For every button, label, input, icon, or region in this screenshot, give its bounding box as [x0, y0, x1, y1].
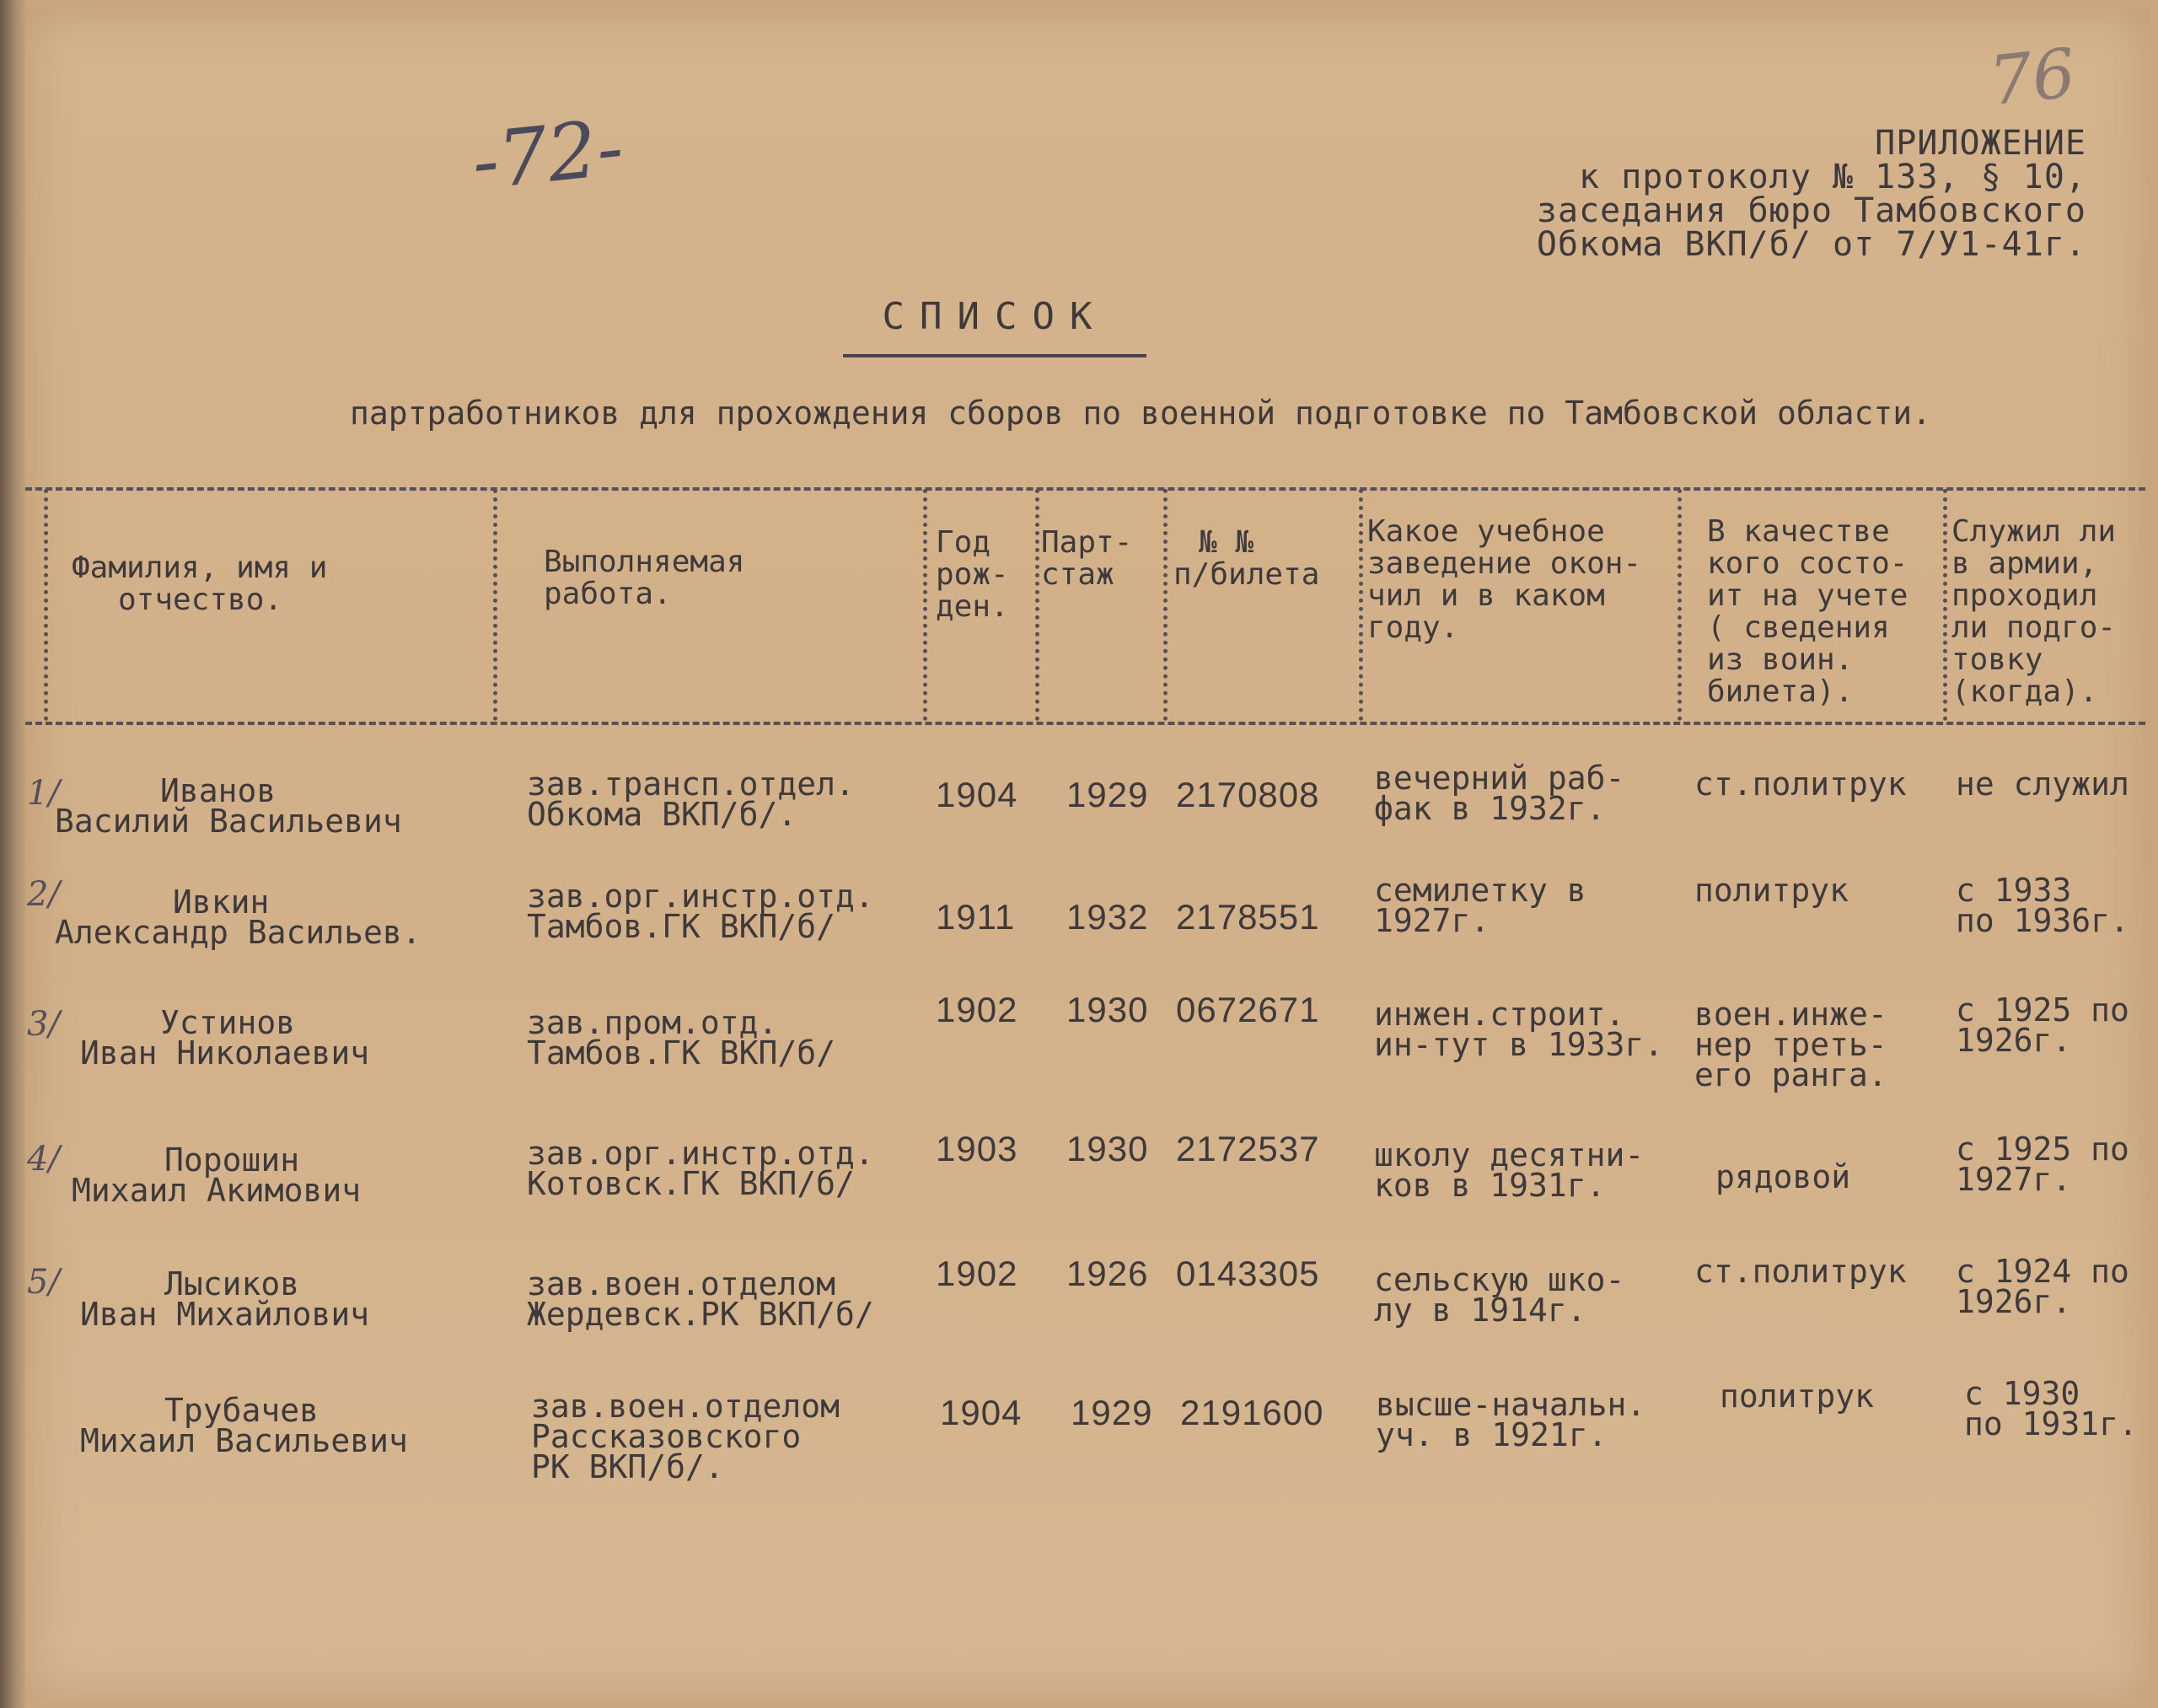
table-row-service: с 1925 по 1926г. [1956, 991, 2129, 1059]
table-row-military: политрук [1694, 872, 1849, 909]
header-military-registration: В качестве кого состо- ит на учете ( сведения из воин. билета). [1707, 514, 1908, 709]
table-row-work: зав.трансп.отдел. Обкома ВКП/б/. [527, 765, 855, 833]
table-row-party-card: 2191600 [1180, 1393, 1324, 1432]
table-row-work: зав.воен.отделом Жердевск.РК ВКП/б/ [527, 1265, 874, 1333]
column-divider [493, 489, 497, 721]
column-divider [1359, 489, 1363, 721]
row-number-mark: 3/ [27, 1005, 60, 1044]
header-army-service: Служил ли в армии, проходил ли подго- товку (когда). [1951, 514, 2117, 709]
header-education: Какое учебное заведение окон- чил и в каком году. [1367, 514, 1642, 645]
appendix-line: Обкома ВКП/б/ от 7/У1-41г. [1536, 225, 2086, 264]
row-number-mark: 1/ [27, 774, 60, 813]
appendix-line: к протоколу № 133, § 10, [1579, 158, 2086, 196]
table-row-service: не служил [1956, 765, 2129, 803]
document-title: СПИСОК [882, 295, 1108, 338]
header-birth-year: Год рож- ден. [936, 525, 1009, 624]
table-row-party-tenure: 1929 [1066, 775, 1149, 814]
table-row-party-card: 0143305 [1176, 1254, 1320, 1293]
table-row-birth-year: 1904 [940, 1393, 1023, 1432]
table-row-party-tenure: 1929 [1071, 1393, 1153, 1432]
column-divider [923, 489, 927, 721]
table-row-party-card: 2170808 [1176, 775, 1320, 814]
header-work: Выполняемая работа. [544, 545, 745, 611]
column-divider [1943, 489, 1947, 721]
table-row-military: рядовой [1715, 1158, 1851, 1195]
row-number-mark: 4/ [27, 1140, 60, 1179]
table-row-service: с 1924 по 1926г. [1956, 1253, 2129, 1320]
table-row-birth-year: 1902 [936, 1254, 1018, 1293]
table-row-party-tenure: 1930 [1066, 1129, 1149, 1168]
table-row-military: воен.инже- нер треть- его ранга. [1694, 996, 1887, 1093]
table-row-military: ст.политрук [1694, 1253, 1907, 1290]
table-row-education: семилетку в 1927г. [1374, 872, 1586, 939]
table-row-party-card: 2172537 [1176, 1129, 1320, 1168]
appendix-line: заседания бюро Тамбовского [1536, 191, 2086, 230]
table-row-military: политрук [1720, 1378, 1875, 1415]
document-subtitle: партработников для прохождения сборов по военной подготовке по Тамбовской области. [350, 395, 1931, 432]
table-row-education: инжен.строит. ин-тут в 1933г. [1374, 996, 1664, 1063]
table-row-name: Иванов Василий Васильевич [55, 772, 402, 840]
header-party-tenure: Парт- стаж [1041, 525, 1133, 592]
table-row-party-tenure: 1930 [1066, 990, 1149, 1029]
column-divider [1035, 489, 1039, 721]
table-row-military: ст.политрук [1694, 765, 1907, 803]
table-row-service: с 1925 по 1927г. [1956, 1131, 2129, 1198]
table-row-education: высше-начальн. уч. в 1921г. [1376, 1386, 1646, 1453]
header-name: Фамилия, имя и отчество. [72, 551, 328, 617]
column-divider [44, 489, 48, 721]
table-row-work: зав.пром.отд. Тамбов.ГК ВКП/б/ [527, 1004, 836, 1072]
binding-edge [0, 0, 25, 1708]
table-row-name: Устинов Иван Николаевич [80, 1004, 370, 1072]
header-party-card: № № п/билета [1173, 525, 1320, 592]
table-row-service: с 1930 по 1931г. [1964, 1375, 2138, 1442]
column-divider [1678, 489, 1682, 721]
table-row-birth-year: 1903 [936, 1129, 1018, 1168]
table-row-party-tenure: 1926 [1066, 1254, 1149, 1293]
handwritten-page-number: -72- [467, 101, 628, 208]
table-row-birth-year: 1904 [936, 775, 1018, 814]
table-row-party-card: 0672671 [1176, 990, 1320, 1029]
table-row-party-card: 2178551 [1176, 897, 1320, 937]
table-row-work: зав.воен.отделом Рассказовского РК ВКП/б/. [531, 1388, 840, 1485]
title-underline [843, 354, 1146, 357]
table-row-birth-year: 1911 [936, 897, 1016, 937]
row-number-mark: 2/ [27, 875, 60, 914]
table-row-name: Порошин Михаил Акимович [72, 1141, 362, 1209]
table-row-education: вечерний раб- фак в 1932г. [1374, 760, 1625, 827]
table-row-education: сельскую шко- лу в 1914г. [1374, 1261, 1625, 1329]
table-row-party-tenure: 1932 [1066, 897, 1149, 937]
appendix-note [1536, 124, 2086, 264]
corner-page-number: 76 [1985, 33, 2080, 121]
column-divider [1163, 489, 1168, 721]
table-top-rule [25, 487, 2145, 491]
row-number-mark: 5/ [27, 1263, 60, 1302]
table-row-name: Ивкин Александр Васильев. [55, 884, 421, 951]
table-row-name: Трубачев Михаил Васильевич [80, 1392, 408, 1459]
appendix-line: ПРИЛОЖЕНИЕ [1875, 124, 2086, 163]
table-header-rule [25, 722, 2145, 725]
table-row-name: Лысиков Иван Михайлович [80, 1265, 370, 1333]
table-row-service: с 1933 по 1936г. [1956, 872, 2129, 939]
table-row-work: зав.орг.инстр.отд. Котовск.ГК ВКП/б/ [527, 1135, 874, 1202]
table-row-education: школу десятни- ков в 1931г. [1374, 1136, 1645, 1204]
table-row-birth-year: 1902 [936, 990, 1018, 1029]
table-row-work: зав.орг.инстр.отд. Тамбов.ГК ВКП/б/ [527, 878, 874, 945]
